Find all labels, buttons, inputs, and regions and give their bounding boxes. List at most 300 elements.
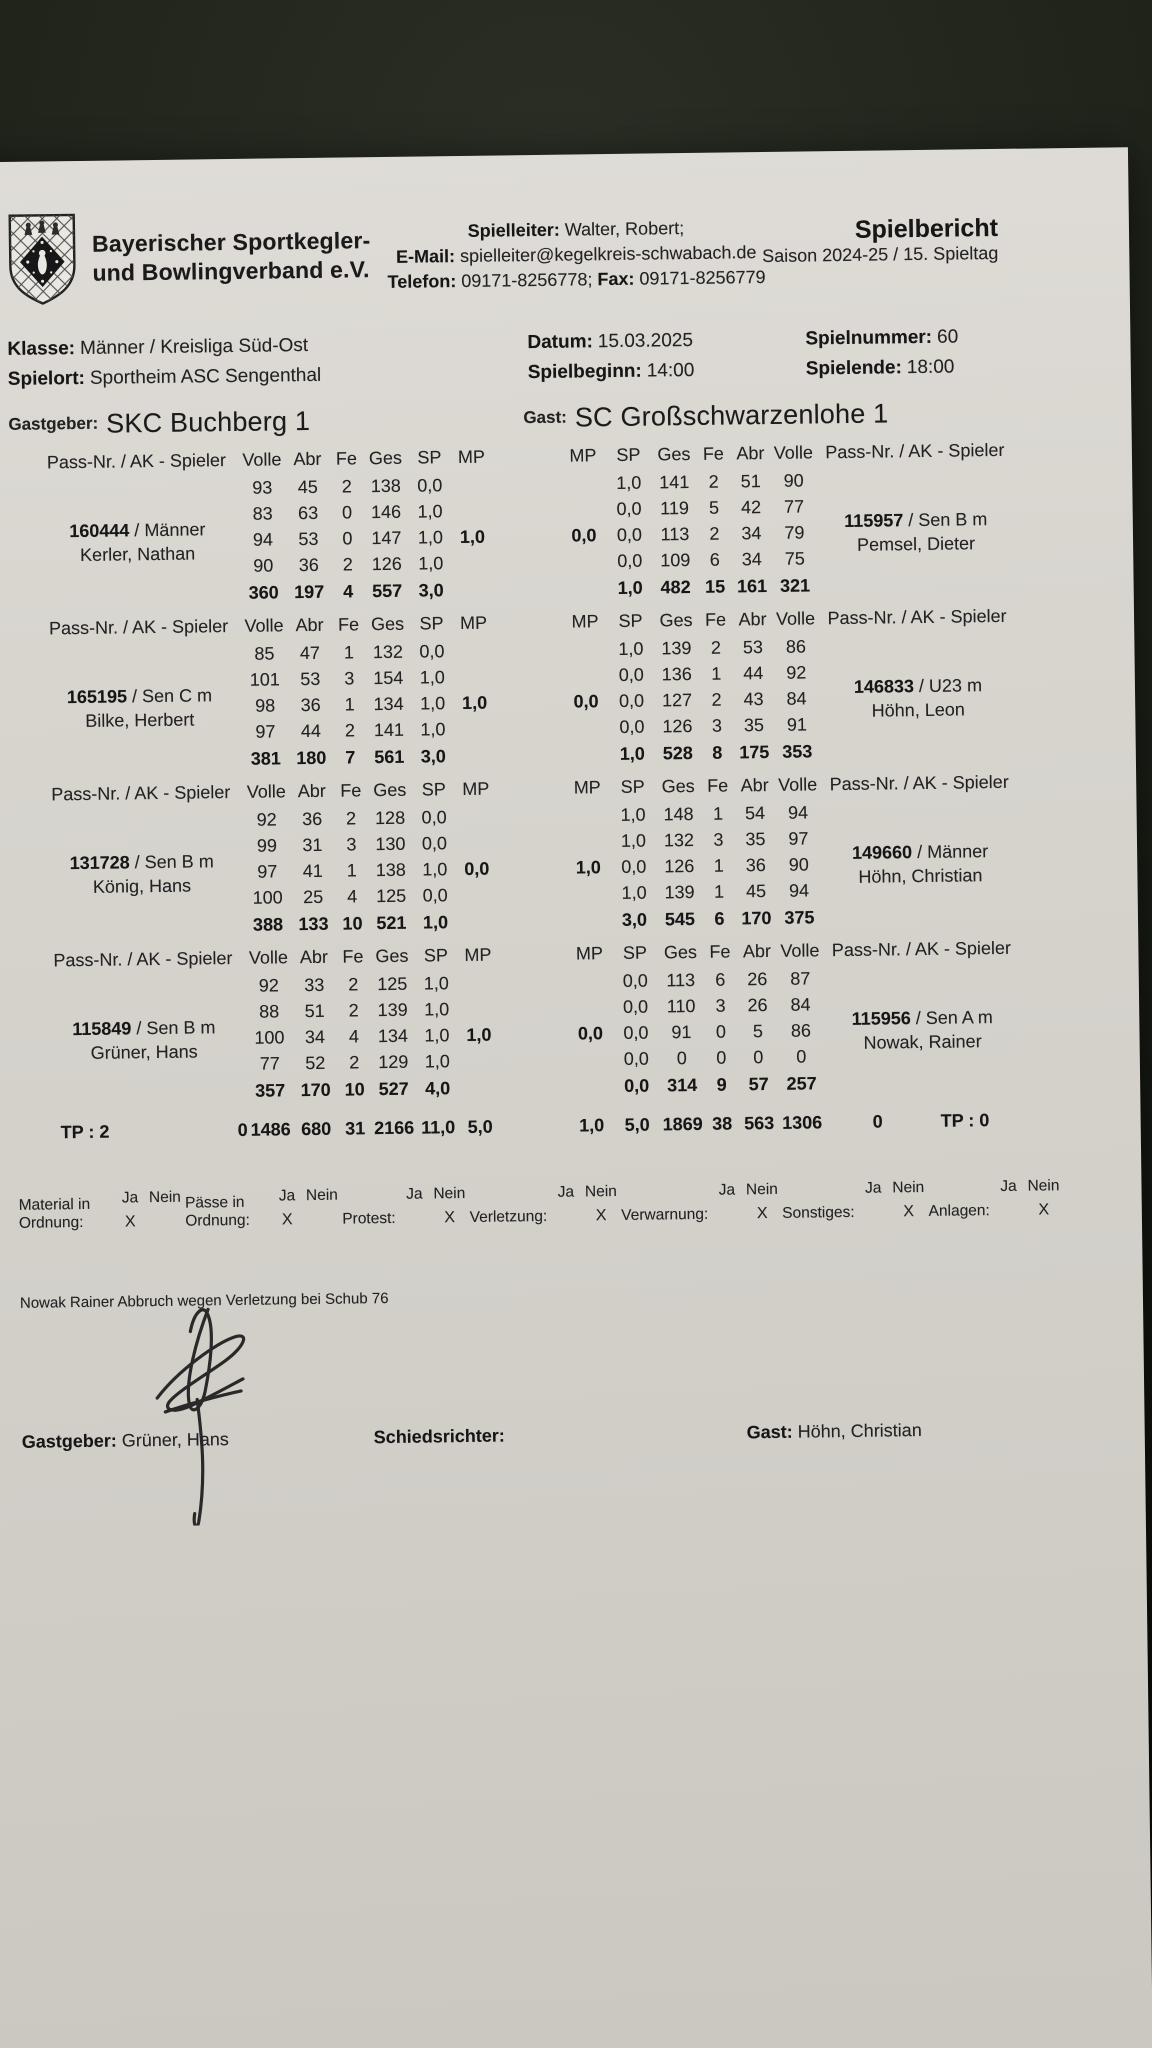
score-cell: 1,0 — [620, 830, 647, 852]
sig-schiedsrichter — [374, 1422, 747, 1448]
mp-home-cell: 1,0 — [466, 1024, 492, 1046]
column-header-players-home: Pass-Nr. / AK - Spieler — [53, 948, 233, 971]
sig-gastgeber-name: Grüner, Hans — [121, 1428, 229, 1451]
spielort-line — [8, 359, 528, 396]
score-cell: 54 — [744, 803, 766, 824]
score-cell: 1,0 — [418, 553, 444, 574]
column-header: Abr — [295, 615, 324, 636]
score-cell: 34 — [304, 1027, 326, 1048]
org-name-line1: Bayerischer Sportkegler- — [91, 227, 371, 258]
score-cell: 141 — [373, 720, 405, 741]
doc-header — [6, 198, 1052, 309]
klasse-label: Klasse: — [7, 338, 76, 360]
nein-header: Nein — [1027, 1177, 1060, 1195]
player-pass-ak — [39, 850, 244, 876]
score-cell: 94 — [788, 880, 810, 902]
score-cell: 1 — [711, 663, 722, 685]
score-cell: 2 — [341, 476, 352, 497]
column-header: Abr — [736, 443, 765, 464]
mp-guest-cell: 0,0 — [577, 1023, 604, 1044]
match-meta — [7, 321, 1053, 395]
score-cell: 43 — [743, 689, 764, 710]
check-mark: X — [281, 1211, 293, 1229]
score-cell: 92 — [786, 662, 807, 684]
mp-home-cell: 1,0 — [459, 526, 486, 548]
player-pass-ak — [41, 1016, 246, 1042]
tp-home-value: TP : 2 — [60, 1121, 110, 1143]
score-cell: 2 — [710, 637, 722, 659]
check-mark: X — [756, 1204, 768, 1222]
total-cell: 357 — [255, 1080, 286, 1102]
score-cell: 1 — [712, 803, 724, 825]
score-cell: 110 — [666, 996, 696, 1017]
total-cell: 10 — [342, 913, 363, 934]
total-cell: 321 — [779, 575, 811, 597]
score-cell: 2 — [349, 1052, 360, 1073]
score-cell: 136 — [661, 664, 692, 685]
grand-total-cell: 5,0 — [467, 1116, 493, 1138]
total-cell: 133 — [298, 914, 329, 935]
total-cell: 353 — [782, 741, 813, 763]
score-cell: 6 — [709, 549, 720, 571]
nein-header: Nein — [892, 1178, 925, 1197]
score-cell: 25 — [303, 887, 324, 908]
score-cell: 90 — [253, 555, 274, 576]
guest-player-info — [823, 1006, 1022, 1055]
check-mark: X — [595, 1206, 607, 1225]
score-cell: 99 — [256, 835, 278, 856]
column-header: Volle — [242, 449, 282, 471]
score-cell: 126 — [664, 856, 695, 877]
ja-header: Ja — [865, 1179, 882, 1197]
score-cell: 85 — [254, 643, 275, 664]
player-ak: Männer — [144, 519, 206, 541]
score-cell: 134 — [377, 1026, 409, 1047]
column-header: MP — [575, 943, 604, 964]
gastgeber-label: Gastgeber: — [8, 414, 99, 435]
player-pass: 149660 — [851, 842, 913, 864]
score-cell: 0,0 — [622, 970, 648, 992]
player-sep: / — [910, 1008, 926, 1029]
score-cell: 146 — [370, 502, 402, 523]
score-cell: 128 — [374, 808, 406, 829]
total-cell: 3,0 — [621, 909, 648, 931]
team-points-home — [43, 1120, 248, 1144]
column-header: Ges — [373, 780, 407, 801]
column-header: MP — [571, 611, 599, 632]
score-cell: 126 — [371, 554, 402, 575]
column-header: MP — [462, 778, 490, 800]
score-cell: 0 — [341, 502, 353, 523]
column-header-players-guest: Pass-Nr. / AK - Spieler — [827, 606, 1007, 629]
total-cell: 482 — [660, 577, 691, 598]
spielort-label: Spielort: — [7, 368, 86, 391]
teams-row — [8, 396, 1053, 441]
score-cell: 138 — [370, 476, 401, 497]
guest-player-info — [817, 508, 1016, 557]
column-header-players-home: Pass-Nr. / AK - Spieler — [51, 782, 231, 805]
score-cell: 41 — [302, 861, 323, 882]
score-cell: 127 — [661, 690, 693, 711]
player-ak: Männer — [927, 841, 989, 863]
column-header: Volle — [778, 774, 818, 796]
score-cell: 3 — [713, 829, 724, 851]
home-player-info — [35, 518, 241, 567]
score-cell: 34 — [741, 523, 762, 544]
score-cell: 0,0 — [618, 690, 645, 712]
player-sep: / — [129, 520, 145, 541]
score-cell: 0 — [342, 528, 353, 549]
score-cell: 0,0 — [422, 885, 448, 906]
score-cell: 119 — [660, 498, 690, 519]
column-header: Abr — [740, 775, 769, 796]
score-cell: 36 — [301, 809, 323, 830]
score-cell: 92 — [258, 975, 279, 996]
player-pass-ak — [817, 508, 1015, 534]
nein-header: Nein — [584, 1182, 617, 1201]
grand-total-cell: 2166 — [374, 1117, 415, 1139]
check-label: Verletzung: — [469, 1207, 548, 1226]
player-pass: 160444 — [69, 520, 130, 542]
score-cell: 134 — [373, 694, 404, 715]
mp-guest-cell: 0,0 — [573, 691, 599, 712]
guest-zero: 0 — [872, 1111, 883, 1132]
total-cell: 314 — [666, 1075, 698, 1096]
player-name: Höhn, Leon — [871, 699, 965, 721]
column-header: SP — [421, 779, 446, 800]
column-header: Ges — [661, 776, 695, 797]
meta-col-mid — [527, 324, 806, 388]
score-cell: 47 — [299, 643, 321, 664]
total-cell: 4,0 — [425, 1078, 451, 1099]
gast-name: SC Großschwarzenlohe 1 — [574, 398, 889, 433]
spielende-line — [806, 352, 1053, 386]
klasse-value: Männer / Kreisliga Süd-Ost — [79, 334, 309, 359]
total-cell: 257 — [786, 1073, 817, 1095]
score-cell: 1,0 — [618, 638, 644, 660]
total-cell: 170 — [741, 908, 772, 929]
total-cell: 1,0 — [617, 577, 643, 599]
score-cell: 77 — [259, 1053, 280, 1074]
handwritten-signature — [112, 1294, 305, 1526]
score-cell: 51 — [304, 1001, 325, 1022]
player-name: Nowak, Rainer — [863, 1031, 982, 1053]
total-cell: 9 — [716, 1074, 727, 1095]
column-header: SP — [618, 610, 643, 632]
column-header: MP — [459, 612, 488, 634]
score-cell: 97 — [255, 721, 276, 742]
score-cell: 90 — [783, 470, 804, 492]
player-pass: 131728 — [69, 852, 130, 874]
score-cell: 26 — [747, 969, 768, 990]
grand-total-cell: 5,0 — [624, 1114, 650, 1136]
score-cell: 0,0 — [419, 641, 445, 662]
score-cell: 132 — [663, 830, 695, 851]
column-header: Fe — [709, 941, 731, 963]
score-cell: 84 — [790, 994, 811, 1016]
column-header-players-guest: Pass-Nr. / AK - Spieler — [825, 440, 1005, 463]
ja-header: Ja — [406, 1185, 423, 1203]
spielbeginn-line — [528, 355, 806, 389]
guest-player-info — [819, 674, 1018, 723]
check-group — [621, 1175, 783, 1225]
spielende-label: Spielende: — [805, 357, 902, 380]
score-cell: 3 — [715, 995, 726, 1016]
contact-block — [336, 214, 817, 295]
score-cell: 141 — [659, 472, 690, 493]
score-cell: 125 — [375, 886, 407, 907]
score-cell: 3 — [711, 715, 723, 737]
telefon-label: Telefon: — [387, 270, 457, 292]
column-header-players-guest: Pass-Nr. / AK - Spieler — [831, 938, 1012, 961]
telefon-value: 09171-8256778; — [461, 268, 593, 291]
column-header: Abr — [299, 947, 329, 968]
column-header: MP — [457, 446, 486, 468]
players-table — [9, 435, 1063, 1109]
score-cell: 126 — [662, 716, 693, 737]
column-header: Abr — [742, 941, 772, 962]
column-header: SP — [620, 776, 645, 798]
score-cell: 1,0 — [417, 527, 444, 548]
score-cell: 1 — [713, 881, 725, 902]
column-header: Volle — [775, 608, 816, 630]
player-ak: Sen B m — [918, 509, 988, 531]
player-name: Kerler, Nathan — [79, 543, 196, 565]
score-cell: 2 — [344, 720, 356, 741]
meta-col-right — [805, 321, 1053, 385]
score-cell: 0 — [676, 1048, 687, 1069]
check-group — [928, 1171, 1064, 1221]
score-cell: 33 — [304, 975, 325, 996]
column-header: Ges — [659, 610, 693, 631]
nein-header: Nein — [433, 1184, 466, 1203]
score-cell: 1,0 — [620, 804, 646, 826]
score-cell: 5 — [752, 1021, 764, 1042]
total-cell: 197 — [293, 582, 325, 603]
score-cell: 35 — [745, 829, 766, 850]
check-mark: X — [444, 1208, 456, 1227]
total-cell: 175 — [739, 742, 770, 763]
column-header: Fe — [337, 614, 360, 635]
check-label: Anlagen: — [928, 1201, 990, 1220]
score-cell: 84 — [786, 688, 807, 710]
score-cell: 91 — [671, 1022, 692, 1043]
score-cell: 79 — [784, 522, 805, 544]
player-pass: 115956 — [851, 1008, 911, 1030]
sig-gastgeber — [22, 1427, 374, 1453]
column-header: Volle — [780, 940, 820, 962]
score-cell: 2 — [348, 974, 359, 995]
player-pass-ak — [821, 840, 1019, 866]
signature-area — [20, 1298, 1068, 1542]
column-header: SP — [419, 613, 444, 634]
mp-home-cell: 0,0 — [464, 858, 490, 880]
spielleiter-value: Walter, Robert; — [564, 218, 685, 240]
score-cell: 1,0 — [417, 501, 443, 522]
score-cell: 113 — [666, 970, 696, 991]
score-cell: 44 — [300, 721, 322, 742]
score-cell: 0,0 — [622, 996, 649, 1018]
mp-guest-cell: 1,0 — [575, 857, 601, 878]
score-cell: 4 — [348, 1026, 360, 1047]
score-cell: 0 — [716, 1047, 727, 1068]
player-sep: / — [129, 852, 145, 873]
check-group — [18, 1182, 185, 1232]
guest-player-info — [821, 840, 1020, 889]
team-points-guest — [825, 1110, 1023, 1134]
score-cell: 139 — [377, 1000, 408, 1021]
score-cell: 87 — [790, 968, 811, 990]
column-header: SP — [616, 444, 641, 466]
player-name: Pemsel, Dieter — [856, 533, 976, 555]
check-label: Verwarnung: — [621, 1205, 709, 1224]
ja-header: Ja — [1000, 1177, 1017, 1195]
score-cell: 26 — [747, 995, 768, 1016]
column-header: Fe — [702, 443, 725, 465]
score-cell: 93 — [252, 477, 273, 499]
score-cell: 154 — [373, 668, 404, 689]
check-group — [185, 1180, 343, 1230]
score-cell: 0,0 — [623, 1048, 649, 1070]
spielnummer-line — [805, 321, 1052, 355]
score-cell: 148 — [663, 804, 694, 825]
datum-line — [527, 324, 805, 358]
total-cell: 521 — [376, 913, 407, 934]
gastgeber-name: SKC Buchberg 1 — [105, 405, 311, 439]
score-cell: 6 — [715, 969, 726, 990]
score-cell: 31 — [302, 835, 323, 856]
score-cell: 0 — [715, 1021, 727, 1042]
grand-total-cell: 680 — [301, 1119, 332, 1140]
column-header: MP — [464, 944, 492, 966]
column-header: Fe — [704, 609, 727, 631]
column-header: Ges — [375, 946, 409, 967]
player-ak: Sen B m — [144, 851, 214, 873]
score-cell: 4 — [347, 886, 358, 907]
player-name: Bilke, Herbert — [85, 709, 195, 731]
player-pass-ak — [819, 674, 1017, 700]
total-cell: 561 — [374, 747, 405, 768]
score-cell: 0,0 — [421, 807, 447, 828]
column-header: Ges — [663, 942, 698, 963]
total-cell: 6 — [714, 908, 725, 929]
column-header: Fe — [342, 946, 364, 967]
score-cell: 132 — [372, 642, 404, 663]
score-cell: 1,0 — [423, 999, 450, 1020]
player-ak: U23 m — [928, 675, 983, 697]
score-cell: 52 — [305, 1053, 326, 1074]
score-cell: 2 — [711, 689, 722, 711]
spielbericht-paper — [0, 147, 1152, 2048]
player-name: Höhn, Christian — [858, 864, 983, 887]
score-cell: 3 — [346, 834, 357, 855]
player-block — [40, 933, 1022, 1108]
player-ak: Sen B m — [146, 1017, 216, 1039]
score-cell: 2 — [348, 1000, 359, 1021]
check-group — [342, 1179, 470, 1229]
grand-total-cell: 1869 — [662, 1114, 703, 1135]
fax-label: Fax: — [597, 268, 635, 289]
season-line: Saison 2024-25 / 15. Spieltag — [761, 242, 999, 267]
email-value: spielleiter@kegelkreis-schwabach.de — [459, 241, 757, 266]
score-cell: 97 — [788, 828, 809, 850]
score-cell: 0 — [796, 1046, 807, 1067]
score-cell: 0,0 — [617, 550, 643, 572]
score-cell: 45 — [297, 477, 318, 498]
score-cell: 138 — [375, 860, 406, 881]
nein-header: Nein — [148, 1188, 181, 1206]
mp-guest-cell: 0,0 — [571, 525, 597, 546]
total-cell: 388 — [252, 914, 284, 936]
score-cell: 36 — [300, 695, 321, 716]
report-title: Spielbericht — [854, 213, 999, 244]
player-block — [34, 436, 1016, 611]
spielort-value: Sportheim ASC Sengenthal — [89, 365, 322, 390]
score-cell: 1 — [346, 860, 357, 881]
sig-gast — [747, 1420, 922, 1443]
score-cell: 1 — [713, 855, 724, 876]
score-cell: 2 — [709, 523, 720, 545]
player-block — [38, 768, 1020, 943]
fax-value: 09171-8256779 — [639, 266, 766, 289]
score-cell: 1,0 — [422, 859, 448, 880]
total-cell: 3,0 — [420, 746, 446, 767]
score-cell: 86 — [790, 1020, 812, 1042]
score-cell: 2 — [345, 808, 357, 829]
player-pass: 115957 — [844, 510, 904, 532]
check-group — [782, 1173, 929, 1223]
grand-total-cell: 1486 — [250, 1119, 291, 1141]
score-cell: 94 — [787, 802, 809, 824]
datum-value: 15.03.2025 — [597, 329, 694, 353]
score-cell: 98 — [254, 695, 276, 716]
score-cell: 1,0 — [420, 719, 446, 740]
player-block — [36, 602, 1018, 777]
column-header-players-guest: Pass-Nr. / AK - Spieler — [829, 772, 1009, 795]
spielnummer-label: Spielnummer: — [805, 326, 933, 350]
total-cell: 180 — [296, 748, 327, 769]
score-cell: 0,0 — [621, 856, 647, 878]
column-header: Ges — [368, 448, 403, 469]
player-sep: / — [903, 510, 919, 531]
column-header: Fe — [335, 448, 358, 469]
ja-header: Ja — [121, 1189, 139, 1207]
score-cell: 125 — [377, 974, 408, 995]
column-header: SP — [622, 942, 648, 964]
grand-total-cell: 563 — [743, 1113, 775, 1134]
score-cell: 0,0 — [618, 664, 644, 686]
score-cell: 147 — [371, 528, 402, 549]
ja-header: Ja — [278, 1187, 296, 1205]
team-home — [8, 403, 523, 441]
player-pass-ak — [37, 684, 242, 710]
spielende-value: 18:00 — [906, 356, 955, 379]
checklist-row — [18, 1171, 1064, 1233]
column-header: SP — [417, 447, 442, 468]
total-cell: 7 — [345, 747, 356, 768]
title-block — [746, 214, 999, 267]
total-cell: 527 — [378, 1079, 409, 1100]
mp-home-cell: 1,0 — [461, 692, 488, 714]
player-pass-ak — [823, 1006, 1021, 1032]
score-cell: 92 — [256, 809, 277, 830]
score-cell: 100 — [254, 1027, 285, 1049]
score-cell: 0 — [753, 1047, 764, 1068]
org-name-line2: und Bowlingverband e.V. — [92, 255, 370, 286]
score-cell: 88 — [259, 1001, 280, 1022]
sig-schiedsrichter-label: Schiedsrichter: — [373, 1425, 505, 1447]
spielnummer-value: 60 — [936, 326, 959, 348]
